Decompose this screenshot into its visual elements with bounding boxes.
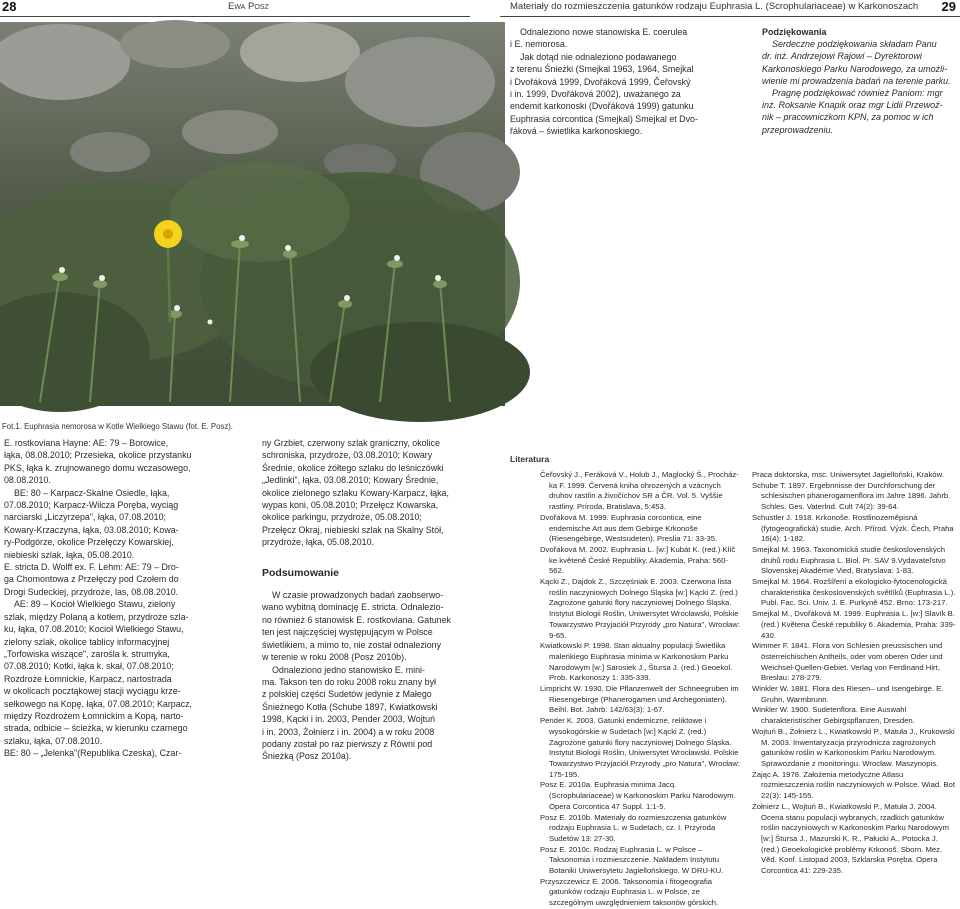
- ack-line: Serdeczne podziękowania składam Panu: [772, 39, 937, 50]
- reference-entry: Dvořáková M. 1999. Euphrasia corcontica, eine endemische Art aus dem Gebirge Krkonoše (Riesengebirge, Westsudeten). Preslia 71: 33-35.: [540, 512, 718, 544]
- col-top-line: z terenu Śnieżki (Smejkal 1963, 1964, Smejkal: [510, 64, 694, 75]
- acknowledgements: [762, 26, 958, 136]
- references-right: [752, 470, 958, 877]
- left-page-number: 28: [2, 0, 17, 14]
- reference-entry: Posz E. 2010c. Rodzaj Euphrasia L. w Polsce – Taksonomia i rozmieszczenie. Nakładem Instytutu Botaniki Uniwersytetu Jagiellońskiego. W DRU-KU.: [540, 844, 724, 876]
- record-line: ry-Podgórze, okolice Przełęczy Kowarskiej,: [4, 537, 174, 548]
- reference-entry: Kwiatkowski P. 1998. Stan aktualny populacji Świetlika maleńkiego Euphrasia minima w Karkonoskim Parku Narodowym [w:] Sarosiek J., Štursa J. (red.) Geoekol. Prob. Karkonoszy 1: 335-339.: [540, 641, 733, 683]
- col-top-line: řáková – świetlika karkonoskiego.: [510, 126, 643, 137]
- ack-line: Karkonoskiego Parku Narodowego, za umożli-: [762, 63, 948, 74]
- record-line: przydroże, łąka, 05.08.2010.: [262, 537, 374, 548]
- reference-entry: Schustler J. 1918. Krkonoše. Rostlinozeměpisná (fytogeografická) studie. Arch. Přírod. Výzk. Čech, Praha 16(4): 1-182.: [752, 512, 954, 544]
- photo-caption: Fot.1. Euphrasia nemorosa w Kotle Wielkiego Stawu (fot. E. Posz).: [2, 422, 233, 431]
- record-line: 07.08.2010; Karpacz-Wilcza Poręba, wyciąg: [4, 500, 179, 511]
- reference-entry: Limpricht W. 1930. Die Pflanzenwelt der Schneegruben im Riesengebirge (Phanerogamen und Archegoniaten). Beihl. Bot. Jahrb. 142/63(3): 1-67.: [540, 684, 739, 715]
- ack-line: nik – pracowniczkom KPN, za pomoc w ich: [762, 112, 934, 123]
- record-line: ku, łąka, 07.08.2010; Kocioł Wielkiego Stawu,: [4, 624, 184, 635]
- record-line: E. rostkoviana Hayne: AE: 79 – Borowice,: [4, 438, 169, 448]
- reference-entry: Przyszczewicz E. 2006. Taksonomia i fitogeografia gatunków rodzaju Euphrasia L. w Polsce, ze szczególnym uwzględnieniem taksonów górskich.: [540, 876, 719, 908]
- summary-line: 1998, Kącki i in. 2003, Pender 2003, Wojtuń: [262, 714, 436, 725]
- reference-entry: Kącki Z., Dajdok Z., Szczęśniak E. 2003. Czerwona lista roślin naczyniowych Dolnego Śląska [w:] Kącki Z. (red.) Zagrożone gatunki flory naczyniowej Dolnego Śląska. Instytut Biologii Roślin, Uniwersytet Wrocławski, Polskie Towarzystwo Przyjaciół Przyrody „pro Natura", Wrocław: 9-65.: [540, 577, 740, 640]
- summary-line: Śnieżnego Kotła (Schube 1897, Kwiatkowski: [262, 701, 438, 712]
- col-top-line: endemit karkonoski (Dvořáková 1999) gatunku: [510, 101, 694, 112]
- record-line: 07.08.2010; Kotki, łąka k. skał, 07.08.2010;: [4, 661, 174, 672]
- reference-entry: Wimmer F. 1841. Flora von Schlesien preussischen und österreichischen Antheils, oder vom oberen Oder und Weichsel-Quellen-Gebiet. Verlag von Ferdinand Hirt, Breslau: 278-279.: [752, 641, 943, 683]
- summary-line: Odnaleziono jedno stanowisko E. mini-: [272, 664, 425, 675]
- summary-line: ten jest najczęściej występującym w Polsce: [262, 627, 433, 638]
- record-line: BE: 80 – „Jelenka"(Republika Czeska), Czar-: [4, 748, 182, 759]
- reference-entry: Winkler W. 1881. Flora des Riesen– und Isengebirge. E. Gruhn, Warmbrunn.: [752, 684, 944, 704]
- record-line: szlaku, łąka, 07.08.2010.: [4, 735, 103, 746]
- record-line: Średnie, okolice żółtego szlaku do leśniczówki: [262, 462, 444, 473]
- record-line: sełkowego na Kopę, łąka, 07.08.2010; Karpacz,: [4, 698, 192, 709]
- record-line: „Jedlinki", łąka, 03.08.2010; Kowary Średnie,: [262, 475, 439, 486]
- record-line: narciarski „Liczyrzepa", łąka, 07.08.2010;: [4, 512, 166, 523]
- record-line: schroniska, przydroże, 03.08.2010; Kowary: [262, 450, 433, 461]
- summary-line: wano wybitną dominację E. stricta. Odnalezio-: [262, 602, 444, 613]
- ack-line: inż. Roksanie Knapik oraz mgr Lidii Przewoź-: [762, 100, 943, 111]
- record-line: okolice parkingu, przydroże, 05.08.2010;: [262, 512, 422, 523]
- summary-line: ma. Takson ten do roku 2008 roku znany był: [262, 676, 436, 687]
- record-line: między Rozdrożem Łomnickim a Kopą, narto-: [4, 710, 184, 721]
- left-running-head: Ewa Posz: [228, 1, 269, 12]
- summary-line: no również 6 stanowisk E. rostkoviana. Gatunek: [262, 614, 451, 625]
- intro-column: [510, 26, 756, 138]
- summary-line: podany został po raz pierwszy z Równi pod: [262, 738, 433, 749]
- record-line: E. stricta D. Wolff ex. F. Lehm: AE: 79 – Dro-: [4, 562, 179, 573]
- reference-entry: Posz E. 2010b. Materiały do rozmieszczenia gatunków rodzaju Euphrasia L. w Sudetach, cz. I. Przyroda Sudetów 13: 27-30.: [540, 812, 727, 843]
- reference-entry: Praca doktorska, msc. Uniwersytet Jagielloński, Kraków.: [752, 470, 944, 479]
- photo-euphrasia: [0, 22, 505, 406]
- header-rule-left: [0, 16, 470, 17]
- record-line: PKS, łąka k. zrujnowanego domu wczasowego,: [4, 462, 191, 473]
- record-line: ny Grzbiet, czerwony szlak graniczny, okolice: [262, 438, 440, 448]
- reference-entry: Winkler W. 1900. Sudetenflora. Eine Auswahl charakteristischer Gebirgspflanzen, Dresden.: [752, 705, 915, 726]
- reference-entry: Dvořáková M. 2002. Euphrasia L. [w:] Kubát K. (red.) Klíč ke květeně České Republiky. Akademia, Praha: 560-562.: [540, 544, 736, 576]
- ack-line: dr. inż. Andrzejowi Rajowi – Dyrektorowi: [762, 51, 922, 62]
- reference-entry: Smejkal M. 1963. Taxonomická studie československých druhů rodu Euphrasia L. Biol. Pr. SAV 9.Vydavateľstvo Slovenskej Akadémie Vied, Bratyslava: 1-83.: [752, 544, 946, 576]
- record-line: Kowary-Krzaczyna, łąka, 03.08.2010; Kowa-: [4, 524, 179, 535]
- records-column-1: [4, 437, 244, 760]
- record-line: AE: 89 – Kocioł Wielkiego Stawu, zielony: [14, 599, 176, 610]
- references-middle: [540, 470, 740, 909]
- summary-line: z polskiej części Sudetów jedynie z Małego: [262, 689, 432, 700]
- col-top-line: Jak dotąd nie odnaleziono podawanego: [520, 51, 677, 62]
- summary-line: W czasie prowadzonych badań zaobserwo-: [272, 590, 444, 601]
- record-line: „Torfowiska wiszące", zarośla k. strumyka,: [4, 648, 170, 659]
- acknowledgements-title: Podziękowania: [762, 27, 827, 37]
- summary-line: i in. 2003, Żołnierz i in. 2004) a w roku 2008: [262, 726, 435, 737]
- header-rule-right: [500, 16, 960, 17]
- record-line: wypas koni, 05.08.2010; Przełęcz Kowarska,: [262, 500, 439, 511]
- summary-line: w terenie w roku 2008 (Posz 2010b).: [262, 652, 407, 663]
- summary-line: świetlikiem, a mimo to, nie został odnaleziony: [262, 639, 442, 650]
- reference-entry: Čeřovský J., Feráková V., Holub J., Maglocký Š., Procház-ka F. 1999. Červená kniha ohrozených a vzácnych druhov rastlín a živočíchov SR a ČR. Vol. 5. Vyššie rastliny. Príroda, Bratislava, 5:453.: [540, 470, 739, 512]
- col-top-line: i in. 1999, Dvořáková 2002), uważanego za: [510, 89, 681, 100]
- summary-line: Śnieżką (Posz 2010a).: [262, 751, 352, 762]
- record-line: szlak, między Polaną a kotłem, przydroże szla-: [4, 611, 189, 622]
- record-line: ga Chomontowa z Przełęczy pod Czołem do: [4, 574, 179, 585]
- reference-entry: Schube T. 1897. Ergebnnisse der Durchforschung der schlesischen phanerogamenflora im Jahre 1896. Jahrb. Schles. Ges. Vaterlnd. Cult 74(2): 39-64.: [752, 480, 951, 512]
- records-column-2: [262, 437, 502, 763]
- reference-entry: Zając A. 1978. Założenia metodyczne Atlasu rozmieszczenia roślin naczyniowych w Polsce. Wiad. Bot 22(3): 145-155.: [752, 769, 955, 801]
- reference-entry: Żołnierz L., Wojtuń B., Kwiatkowski P., Matuła J. 2004. Ocena stanu populacji wybranych, rzadkich gatunków roślin naczyniowych w Karkonoskim Parku Narodowym [w:] Štursa J., Mazurski K. R., Pałucki A., Potocka J. (red.) Geoekologické problémy Krkonoš. Sborn. Mez. Věd. Konf. Listopad 2003, Szklarska Poręba. Opera Corcontica 41: 229-235.: [752, 801, 949, 876]
- record-line: Rozdroże Łomnickie, Karpacz, nartostrada: [4, 673, 172, 684]
- right-running-head: Materiały do rozmieszczenia gatunków rodzaju Euphrasia L. (Scrophulariaceae) w Karkonoszach: [510, 1, 919, 12]
- reference-entry: Wojtuń B., Żołnierz L., Kwiatkowski P., Matuła J., Krukowski M. 2003. Inwentaryzacja przyrodnicza zagrożonych gatunków roślin w Karkonoskim Parku Narodowym. Sprawozdanie z monitoringu. Wrocław. Maszynopis.: [752, 726, 955, 768]
- reference-entry: Pender K. 2003. Gatunki endemiczne, reliktowe i wysokogórskie w Sudetach [w:] Kącki Z. (red.) Zagrożone gatunki flory naczyniowej Dolnego Śląska. Instytut Biologii Roślin, Uniwersytet Wrocławski. Polskie Towarzystwo Przyjaciół Przyrody „pro Natura", Wrocław: 175-195.: [540, 716, 740, 779]
- record-line: zielony szlak, okolice tablicy informacyjnej: [4, 636, 170, 647]
- record-line: 08.08.2010.: [4, 475, 51, 486]
- col-top-line: i Dvořáková 1999, Dvořáková 1999, Čeřovský: [510, 76, 691, 87]
- col-top-line: Odnaleziono nowe stanowiska E. coerulea: [520, 27, 688, 37]
- ack-line: wienie mi prowadzenia badań na terenie parku.: [762, 75, 951, 86]
- reference-entry: Smejkal M. 1964. Rozšíření a ekologicko-fytocenologická charakteristika československých světlíků (Euphrasia L.). Publ. Fac. Sci. Univ. J. E. Purkyně 452. Brno: 173-217.: [752, 577, 956, 608]
- reference-entry: Posz E. 2010a. Euphrasia minima Jacq. (Scrophulariaceae) w Karkonoskim Parku Narodowym. Opera Corcontica 47 Suppl. 1:1-5.: [540, 780, 736, 811]
- record-line: okolice zielonego szlaku Kowary-Karpacz, łąka,: [262, 487, 449, 498]
- right-page-number: 29: [941, 0, 956, 14]
- record-line: strada, odbicie – ścieżka, w kierunku czarnego: [4, 723, 188, 734]
- record-line: w okolicach pocztąkowej stacji wyciągu krze-: [4, 686, 181, 697]
- literature-heading: Literatura: [510, 454, 550, 464]
- col-top-line: i E. nemorosa.: [510, 39, 568, 50]
- record-line: BE: 80 – Karpacz-Skalne Osiedle, łąka,: [14, 487, 170, 498]
- reference-entry: Smejkal M., Dvořáková M. 1999. Euphrasia L. [w:] Slavík B.(red.) Květena České republiky 6. Akademia, Praha: 339-430.: [752, 609, 956, 640]
- record-line: niebieski szlak, łąka, 05.08.2010.: [4, 549, 135, 560]
- ack-line: przeprowadzeniu.: [762, 124, 834, 135]
- ack-line: Pragnę podziękować również Paniom: mgr: [772, 88, 943, 99]
- col-top-line: Euphrasia corcontica (Smejkal) Smejkal et Dvo-: [510, 113, 698, 124]
- summary-title: Podsumowanie: [262, 566, 340, 579]
- record-line: Przełęcz Okraj, niebieski szlak na Skalny Stół,: [262, 524, 444, 535]
- record-line: łąka, 08.08.2010; Przesieka, okolice przystanku: [4, 450, 192, 461]
- record-line: Drogi Sudeckiej, przydroże, las, 08.08.2010.: [4, 586, 179, 597]
